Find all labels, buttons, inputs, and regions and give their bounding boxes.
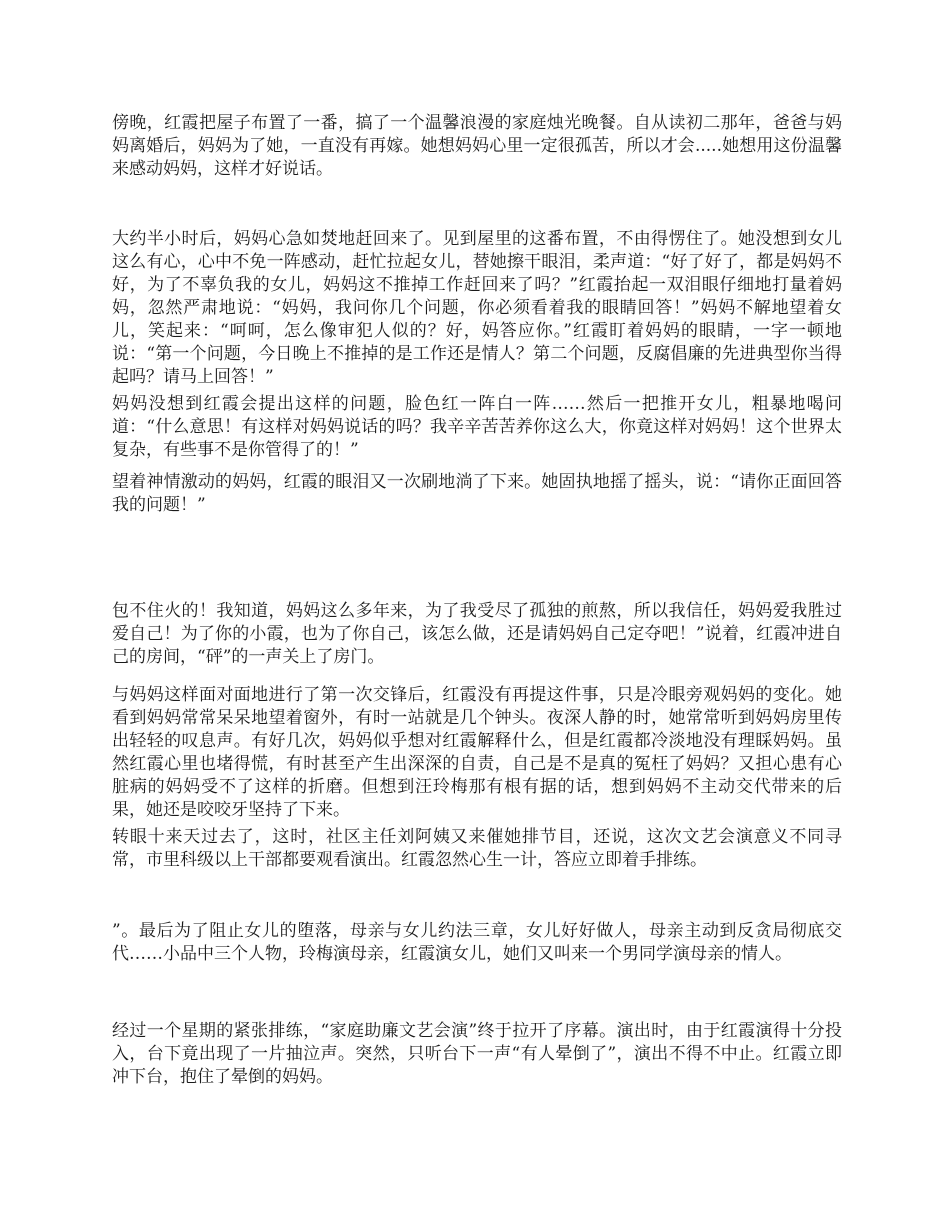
paragraph-3: 妈妈没想到红霞会提出这样的问题，脸色红一阵白一阵……然后一把推开女儿，粗暴地喝问道：“什么意思！有这样对妈妈说话的吗？我辛辛苦苦养你这么大，你竟这样对妈妈！这个世界太复杂，有些事不是你管得了的！” — [112, 394, 842, 460]
paragraph-2: 大约半小时后，妈妈心急如焚地赶回来了。见到屋里的这番布置，不由得愣住了。她没想到女儿这么有心，心中不免一阵感动，赶忙拉起女儿，替她擦干眼泪，柔声道：“好了好了，都是妈妈不好，为了不辜负我的女儿，妈妈这不推掉工作赶回来了吗？”红霞抬起一双泪眼仔细地打量着妈妈，忽然严肃地说：“妈妈，我问你几个问题，你必须看着我的眼睛回答！”妈妈不解地望着女儿，笑起来：“呵呵，怎么像审犯人似的？好，妈答应你。”红霞盯着妈妈的眼睛，一字一顿地说：“第一个问题，今日晚上不推掉的是工作还是情人？第二个问题，反腐倡廉的先进典型你当得起吗？请马上回答！” — [112, 229, 842, 387]
paragraph-6: 与妈妈这样面对面地进行了第一次交锋后，红霞没有再提这件事，只是冷眼旁观妈妈的变化。她看到妈妈常常呆呆地望着窗外，有时一站就是几个钟头。夜深人静的时，她常常听到妈妈房里传出轻轻的叹息声。有好几次，妈妈似乎想对红霞解释什么，但是红霞都冷淡地没有理睬妈妈。虽然红霞心里也堵得慌，有时甚至产生出深深的自责，自己是不是真的冤枉了妈妈？又担心患有心脏病的妈妈受不了这样的折磨。但想到汪玲梅那有根有据的话，想到妈妈不主动交代带来的后果，她还是咬咬牙坚持了下来。 — [112, 685, 842, 820]
paragraph-9: 经过一个星期的紧张排练，“家庭助廉文艺会演”终于拉开了序幕。演出时，由于红霞演得十分投入，台下竟出现了一片抽泣声。突然，只听台下一声“有人晕倒了”，演出不得不中止。红霞立即冲下台，抱住了晕倒的妈妈。 — [112, 1021, 842, 1087]
paragraph-8: ”。最后为了阻止女儿的堕落，母亲与女儿约法三章，女儿好好做人，母亲主动到反贪局彻底交代……小品中三个人物，玲梅演母亲，红霞演女儿，她们又叫来一个男同学演母亲的情人。 — [112, 921, 842, 964]
paragraph-1: 傍晚，红霞把屋子布置了一番，搞了一个温馨浪漫的家庭烛光晚餐。自从读初二那年，爸爸与妈妈离婚后，妈妈为了她，一直没有再嫁。她想妈妈心里一定很孤苦，所以才会.....她想用这份温馨来感动妈妈，这样才好说话。 — [112, 113, 842, 179]
paragraph-4: 望着神情激动的妈妈，红霞的眼泪又一次刷地淌了下来。她固执地摇了摇头，说：“请你正面回答我的问题！” — [112, 472, 842, 515]
paragraph-7: 转眼十来天过去了，这时，社区主任刘阿姨又来催她排节目，还说，这次文艺会演意义不同寻常，市里科级以上干部都要观看演出。红霞忽然心生一计，答应立即着手排练。 — [112, 827, 842, 870]
paragraph-5: 包不住火的！我知道，妈妈这么多年来，为了我受尽了孤独的煎熬，所以我信任，妈妈爱我胜过爱自己！为了你的小霞，也为了你自己，该怎么做，还是请妈妈自己定夺吧！”说着，红霞冲进自己的房间，“砰”的一声关上了房门。 — [112, 601, 842, 667]
